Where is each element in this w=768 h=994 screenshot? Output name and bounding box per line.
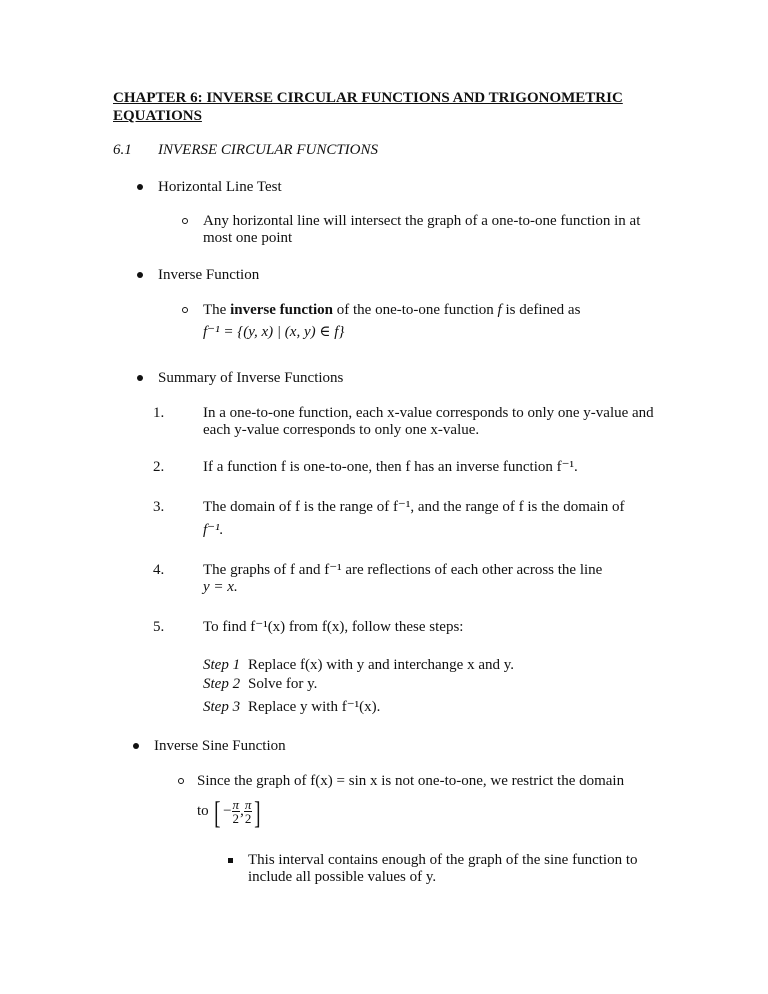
item-number: 1. [153, 405, 165, 421]
item-text: In a one-to-one function, each x-value corresponds to only one y-value and [203, 405, 654, 421]
heading-inverse-sine: Inverse Sine Function [154, 738, 286, 754]
heading-summary: Summary of Inverse Functions [158, 370, 344, 386]
item-text: y = x. [203, 579, 238, 595]
circle-bullet-icon [182, 307, 188, 313]
item-text: The domain of f is the range of f⁻¹, and the range of f is the domain of [203, 499, 625, 515]
step-text: Replace f(x) with y and interchange x and y. [248, 657, 515, 673]
item-number: 2. [153, 459, 165, 475]
step-label: Step 1 [203, 657, 241, 673]
item-text: The graphs of f and f⁻¹ are reflections of each other across the line [203, 562, 603, 578]
step-text: Solve for y. [248, 676, 318, 692]
restricted-domain: to [ − $\frac{\pi}{2}$ , $\frac{\pi}{2}$ ] [197, 793, 261, 830]
interval-note-line1: This interval contains enough of the graph of the sine function to [248, 852, 638, 868]
inverse-function-formula: f⁻¹ = {(y, x) | (x, y) ∈ f} [203, 324, 345, 340]
section-number: 6.1 [113, 142, 132, 158]
circle-bullet-icon [182, 218, 188, 224]
step-label: Step 3 [203, 699, 241, 715]
step-label: Step 2 [203, 676, 241, 692]
circle-bullet-icon [178, 778, 184, 784]
step-text: Replace y with f⁻¹(x). [248, 699, 381, 715]
square-bullet-icon [228, 858, 233, 863]
bullet-icon [137, 272, 143, 278]
item-number: 5. [153, 619, 165, 635]
heading-horizontal-line-test: Horizontal Line Test [158, 179, 282, 195]
bullet-icon [137, 375, 143, 381]
item-text: each y-value corresponds to only one x-value. [203, 422, 480, 438]
item-text: If a function f is one-to-one, then f has an inverse function f⁻¹. [203, 459, 578, 475]
inverse-function-definition: The inverse function of the one-to-one function f is defined as [203, 302, 581, 318]
hlt-text-line1: Any horizontal line will intersect the graph of a one-to-one function in at [203, 213, 641, 229]
interval-note-line2: include all possible values of y. [248, 869, 437, 885]
hlt-text-line2: most one point [203, 230, 293, 246]
heading-inverse-function: Inverse Function [158, 267, 260, 283]
bullet-icon [137, 184, 143, 190]
item-number: 4. [153, 562, 165, 578]
item-number: 3. [153, 499, 165, 515]
item-text: f⁻¹. [203, 522, 224, 538]
bullet-icon [133, 743, 139, 749]
chapter-title-line1: CHAPTER 6: INVERSE CIRCULAR FUNCTIONS AND TRIGONOMETRIC [113, 90, 623, 106]
chapter-title-line2: EQUATIONS [113, 108, 202, 124]
inverse-sine-text: Since the graph of f(x) = sin x is not one-to-one, we restrict the domain [197, 773, 625, 789]
section-title: INVERSE CIRCULAR FUNCTIONS [158, 142, 378, 158]
item-text: To find f⁻¹(x) from f(x), follow these steps: [203, 619, 464, 635]
